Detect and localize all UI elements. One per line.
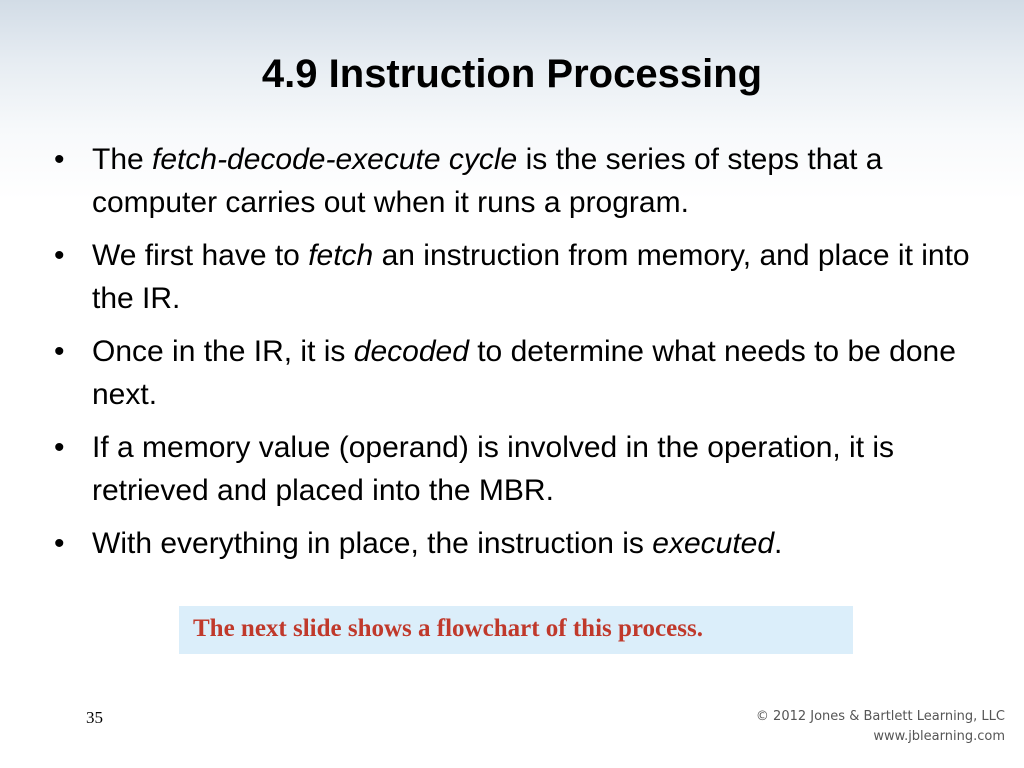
bullet-text: Once in the IR, it is xyxy=(92,335,354,368)
bullet-item xyxy=(50,426,980,512)
publisher-url: www.jblearning.com xyxy=(873,729,1005,744)
bullet-text: . xyxy=(774,527,783,560)
bullet-emphasis: fetch-decode-execute cycle xyxy=(152,143,518,176)
bullet-item xyxy=(50,234,980,320)
note-text: The next slide shows a flowchart of this process. xyxy=(193,615,703,642)
bullet-text: We first have to xyxy=(92,239,309,272)
bullet-emphasis: decoded xyxy=(353,335,469,368)
slide-number: 35 xyxy=(86,708,103,727)
bullet-emphasis: fetch xyxy=(308,239,374,272)
bullet-text: With everything in place, the instruction is xyxy=(92,527,653,560)
bullet-list xyxy=(50,138,980,575)
bullet-marker: • xyxy=(54,335,65,368)
bullet-marker: • xyxy=(54,527,65,560)
note-box xyxy=(179,606,853,654)
copyright-notice xyxy=(756,707,1005,747)
bullet-item xyxy=(50,522,980,565)
copyright-line: © 2012 Jones & Bartlett Learning, LLC xyxy=(755,709,1005,724)
bullet-marker: • xyxy=(54,431,65,464)
bullet-text: If a memory value (operand) is involved in the operation, it is retrieved and placed into the MBR. xyxy=(92,431,895,507)
bullet-text: an instruction from memory, and place it into the IR. xyxy=(92,239,970,315)
bullet-item xyxy=(50,138,980,224)
slide-title: 4.9 Instruction Processing xyxy=(261,52,763,96)
bullet-item xyxy=(50,330,980,416)
bullet-marker: • xyxy=(54,143,65,176)
bullet-text: is the series of steps that a computer carries out when it runs a program. xyxy=(92,143,883,219)
bullet-text: The xyxy=(92,143,153,176)
bullet-emphasis: executed xyxy=(652,527,775,560)
bullet-text: to determine what needs to be done next. xyxy=(92,335,956,411)
bullet-marker: • xyxy=(54,239,65,272)
